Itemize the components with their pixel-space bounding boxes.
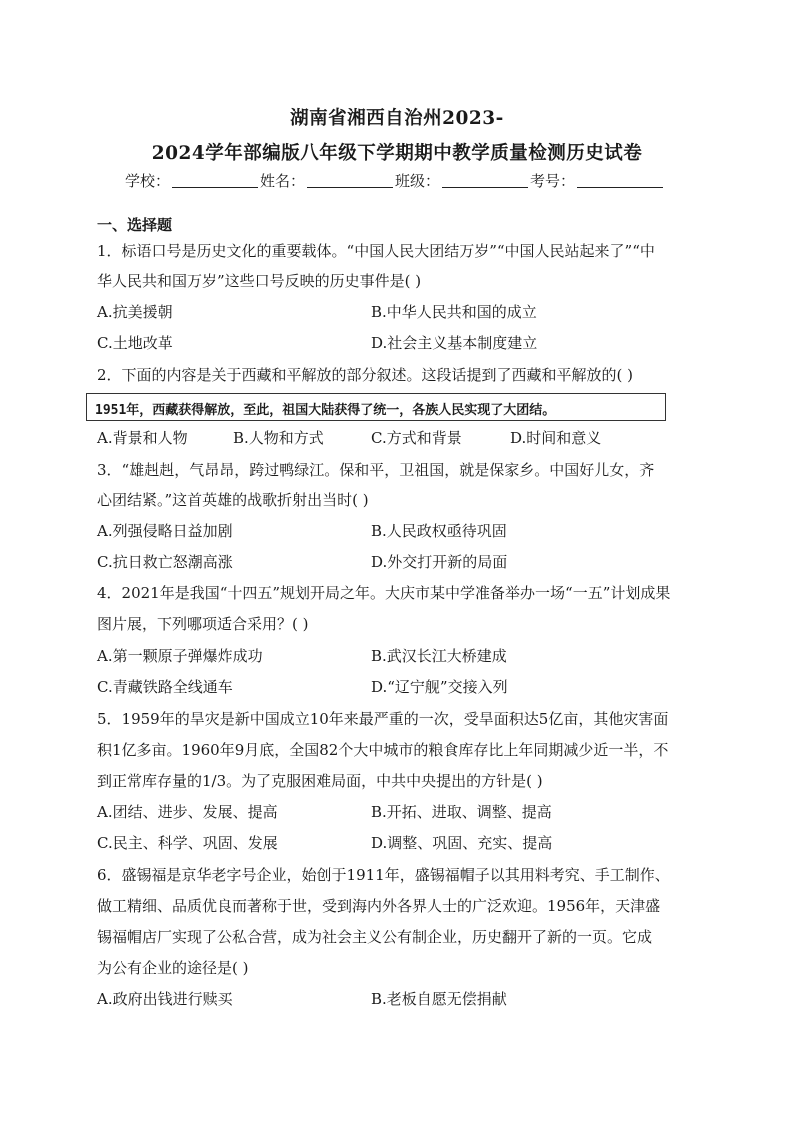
question-4-option-c: C.青藏铁路全线通车 bbox=[97, 678, 233, 696]
question-4-option-d: D.“辽宁舰”交接入列 bbox=[371, 678, 508, 696]
question-1-option-d: D.社会主义基本制度建立 bbox=[371, 334, 538, 352]
question-6-line-4: 为公有企业的途径是( ) bbox=[97, 959, 249, 977]
question-1-line-1: 1．标语口号是历史文化的重要载体。“中国人民大团结万岁”“中国人民站起来了”“中 bbox=[97, 242, 655, 260]
page-title-line1: 湖南省湘西自治州2023- bbox=[290, 108, 504, 129]
question-2-option-c: C.方式和背景 bbox=[371, 429, 462, 447]
question-4-option-b: B.武汉长江大桥建成 bbox=[371, 647, 507, 665]
exam-no-label: 考号： bbox=[530, 172, 576, 190]
question-6-line-2: 做工精细、品质优良而著称于世，受到海内外各界人士的广泛欢迎。1956年，天津盛 bbox=[97, 897, 661, 915]
page-title-line2: 2024学年部编版八年级下学期期中教学质量检测历史试卷 bbox=[151, 143, 643, 164]
exam-no-blank bbox=[577, 173, 663, 188]
class-blank bbox=[442, 173, 528, 188]
question-5-line-1: 5．1959年的旱灾是新中国成立10年来最严重的一次，受旱面积达5亿亩，其他灾害面 bbox=[97, 710, 669, 728]
question-6-line-1: 6．盛锡福是京华老字号企业，始创于1911年，盛锡福帽子以其用料考究、手工制作、 bbox=[97, 866, 670, 884]
question-3-line-2: 心团结紧。”这首英雄的战歌折射出当时( ) bbox=[97, 491, 369, 509]
class-label: 班级： bbox=[395, 172, 441, 190]
question-1-line-2: 华人民共和国万岁”这些口号反映的历史事件是( ) bbox=[97, 272, 422, 290]
question-5-option-a: A.团结、进步、发展、提高 bbox=[97, 803, 278, 821]
question-5-line-3: 到正常库存量的1/3。为了克服困难局面，中共中央提出的方针是( ) bbox=[97, 772, 543, 790]
question-2-option-b: B.人物和方式 bbox=[233, 429, 324, 447]
question-3-option-b: B.人民政权亟待巩固 bbox=[371, 522, 507, 540]
section-title: 一、选择题 bbox=[97, 216, 173, 234]
school-label: 学校： bbox=[125, 172, 171, 190]
question-3-option-a: A.列强侵略日益加剧 bbox=[97, 522, 233, 540]
question-3-option-c: C.抗日救亡怒潮高涨 bbox=[97, 553, 233, 571]
question-3-line-1: 3．“雄赳赳，气昂昂，跨过鸭绿江。保和平，卫祖国，就是保家乡。中国好儿女，齐 bbox=[97, 461, 655, 479]
question-6-line-3: 锡福帽店厂实现了公私合营，成为社会主义公有制企业，历史翻开了新的一页。它成 bbox=[97, 928, 653, 946]
question-3-option-d: D.外交打开新的局面 bbox=[371, 553, 508, 571]
question-4-line-2: 图片展，下列哪项适合采用？( ) bbox=[97, 615, 309, 633]
question-4-option-a: A.第一颗原子弹爆炸成功 bbox=[97, 647, 263, 665]
school-blank bbox=[172, 173, 258, 188]
question-2-line-1: 2．下面的内容是关于西藏和平解放的部分叙述。这段话提到了西藏和平解放的( ) bbox=[97, 366, 634, 384]
question-6-option-a: A.政府出钱进行赎买 bbox=[97, 990, 233, 1008]
question-2-option-d: D.时间和意义 bbox=[510, 429, 602, 447]
question-1-option-c: C.土地改革 bbox=[97, 334, 173, 352]
question-2-option-a: A.背景和人物 bbox=[97, 429, 188, 447]
question-5-line-2: 积1亿多亩。1960年9月底，全国82个大中城市的粮食库存比上年同期减少近一半，不 bbox=[97, 741, 669, 759]
name-blank bbox=[307, 173, 393, 188]
question-5-option-c: C.民主、科学、巩固、发展 bbox=[97, 834, 278, 852]
question-6-option-b: B.老板自愿无偿捐献 bbox=[371, 990, 507, 1008]
question-2-quote-box: 1951年，西藏获得解放，至此，祖国大陆获得了统一，各族人民实现了大团结。 bbox=[86, 393, 666, 421]
name-label: 姓名： bbox=[260, 172, 306, 190]
student-info-row bbox=[125, 170, 665, 191]
question-5-option-d: D.调整、巩固、充实、提高 bbox=[371, 834, 553, 852]
question-5-option-b: B.开拓、进取、调整、提高 bbox=[371, 803, 552, 821]
question-1-option-b: B.中华人民共和国的成立 bbox=[371, 303, 537, 321]
question-1-option-a: A.抗美援朝 bbox=[97, 303, 173, 321]
question-4-line-1: 4．2021年是我国“十四五”规划开局之年。大庆市某中学准备举办一场“一五”计划成果 bbox=[97, 584, 671, 602]
